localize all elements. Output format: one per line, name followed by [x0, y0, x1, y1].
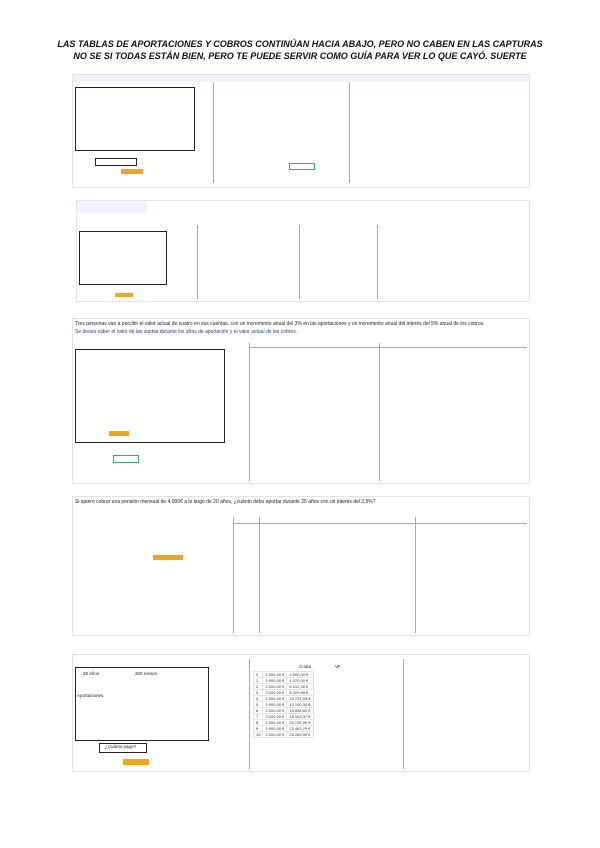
- capture-1-button: [95, 158, 137, 166]
- spreadsheet-capture-2: [76, 200, 530, 302]
- capture-5-label-months: 300 meses: [135, 671, 158, 676]
- capture-5-result-cell: [123, 759, 149, 765]
- table-cell: 2.000,00 €: [263, 702, 287, 708]
- table-cell: 1: [254, 678, 263, 684]
- table-cell: 2.000,00 €: [263, 672, 287, 678]
- table-cell: 2.000,00 €: [287, 672, 313, 678]
- table-cell: 5: [254, 702, 263, 708]
- table-cell: 20.736,99 €: [287, 720, 313, 726]
- capture-5-button-label: ¿Cuánto pago?: [105, 744, 137, 749]
- table-cell: 4: [254, 696, 263, 702]
- table-cell: 23.462,79 €: [287, 726, 313, 732]
- capture-5-col-cuota: Cuota: [299, 664, 312, 669]
- capture-2-input-box: [79, 231, 167, 285]
- table-cell: 8: [254, 720, 263, 726]
- table-cell: 4.070,00 €: [287, 678, 313, 684]
- table-cell: 7: [254, 714, 263, 720]
- capture-4-note-1: Si quiero cobrar una pensión mensual de 4.000€ a lo largo de 20 años, ¿cuánto debo aportar durante 25 años con un interés del 3,5%?: [75, 499, 376, 505]
- capture-5-label-contributions: Aportaciones: [77, 693, 104, 698]
- spreadsheet-capture-3: [72, 318, 530, 484]
- spreadsheet-capture-1: [72, 74, 530, 188]
- table-cell: 18.103,37 €: [287, 714, 313, 720]
- table-cell: 2.000,00 €: [263, 708, 287, 714]
- table-cell: 3: [254, 690, 263, 696]
- page-title-line-1: LAS TABLAS DE APORTACIONES Y COBROS CONTINÚAN HACIA ABAJO, PERO NO CABEN EN LAS CAPTURAS: [57, 39, 543, 49]
- capture-3-input-box: [75, 349, 225, 443]
- table-cell: 10.724,93 €: [287, 696, 313, 702]
- capture-1-note-row: [73, 75, 529, 82]
- page-title: [40, 38, 560, 62]
- capture-1-input-box: [75, 87, 195, 151]
- table-row: [254, 732, 314, 738]
- table-cell: 2: [254, 684, 263, 690]
- table-cell: 13.100,30 €: [287, 702, 313, 708]
- table-cell: 2.000,00 €: [263, 726, 287, 732]
- table-cell: 8.429,88 €: [287, 690, 313, 696]
- capture-1-selected-cell: [289, 163, 315, 170]
- page-title-line-2: NO SE SI TODAS ESTÁN BIEN, PERO TE PUEDE SERVIR COMO GUÍA PARA VER LO QUE CAYÓ. SUERTE: [73, 51, 527, 61]
- table-cell: 10: [254, 732, 263, 738]
- capture-3-note-2: Se desea saber el valor de las cuotas durante los años de aportación y el valor actual de los cobros.: [75, 329, 298, 335]
- table-cell: 6.212,45 €: [287, 684, 313, 690]
- table-cell: 2.000,00 €: [263, 714, 287, 720]
- table-cell: 0: [254, 672, 263, 678]
- capture-3-result-cell: [109, 431, 129, 436]
- capture-5-input-box: [75, 667, 209, 741]
- capture-5-label-years: 25 años: [83, 671, 100, 676]
- table-cell: 2.000,00 €: [263, 678, 287, 684]
- table-cell: 9: [254, 726, 263, 732]
- table-cell: 6: [254, 708, 263, 714]
- table-cell: 2.000,00 €: [263, 696, 287, 702]
- table-cell: 2.000,00 €: [263, 684, 287, 690]
- capture-5-table: [253, 671, 314, 738]
- spreadsheet-capture-5: [72, 654, 530, 772]
- capture-5-col-vf: VF: [335, 664, 341, 669]
- table-cell: 15.558,81 €: [287, 708, 313, 714]
- table-cell: 26.283,99 €: [287, 732, 313, 738]
- table-cell: 2.000,00 €: [263, 690, 287, 696]
- capture-3-note-1: Tres personas van a percibir el valor actual de cuatro en sus cuentas, con un incremento anual del 3% en las aportaciones y un incremento anual del interés del 5% anual de los cobros.: [75, 321, 485, 327]
- table-cell: 2.000,00 €: [263, 732, 287, 738]
- capture-2-result-cell: [115, 293, 133, 297]
- capture-3-selected-cell: [113, 455, 139, 463]
- capture-4-result-cell: [153, 555, 183, 560]
- capture-1-result-cell: [121, 169, 143, 174]
- capture-2-formula-bar: [77, 201, 147, 213]
- table-cell: 2.000,00 €: [263, 720, 287, 726]
- spreadsheet-capture-4: [72, 496, 530, 636]
